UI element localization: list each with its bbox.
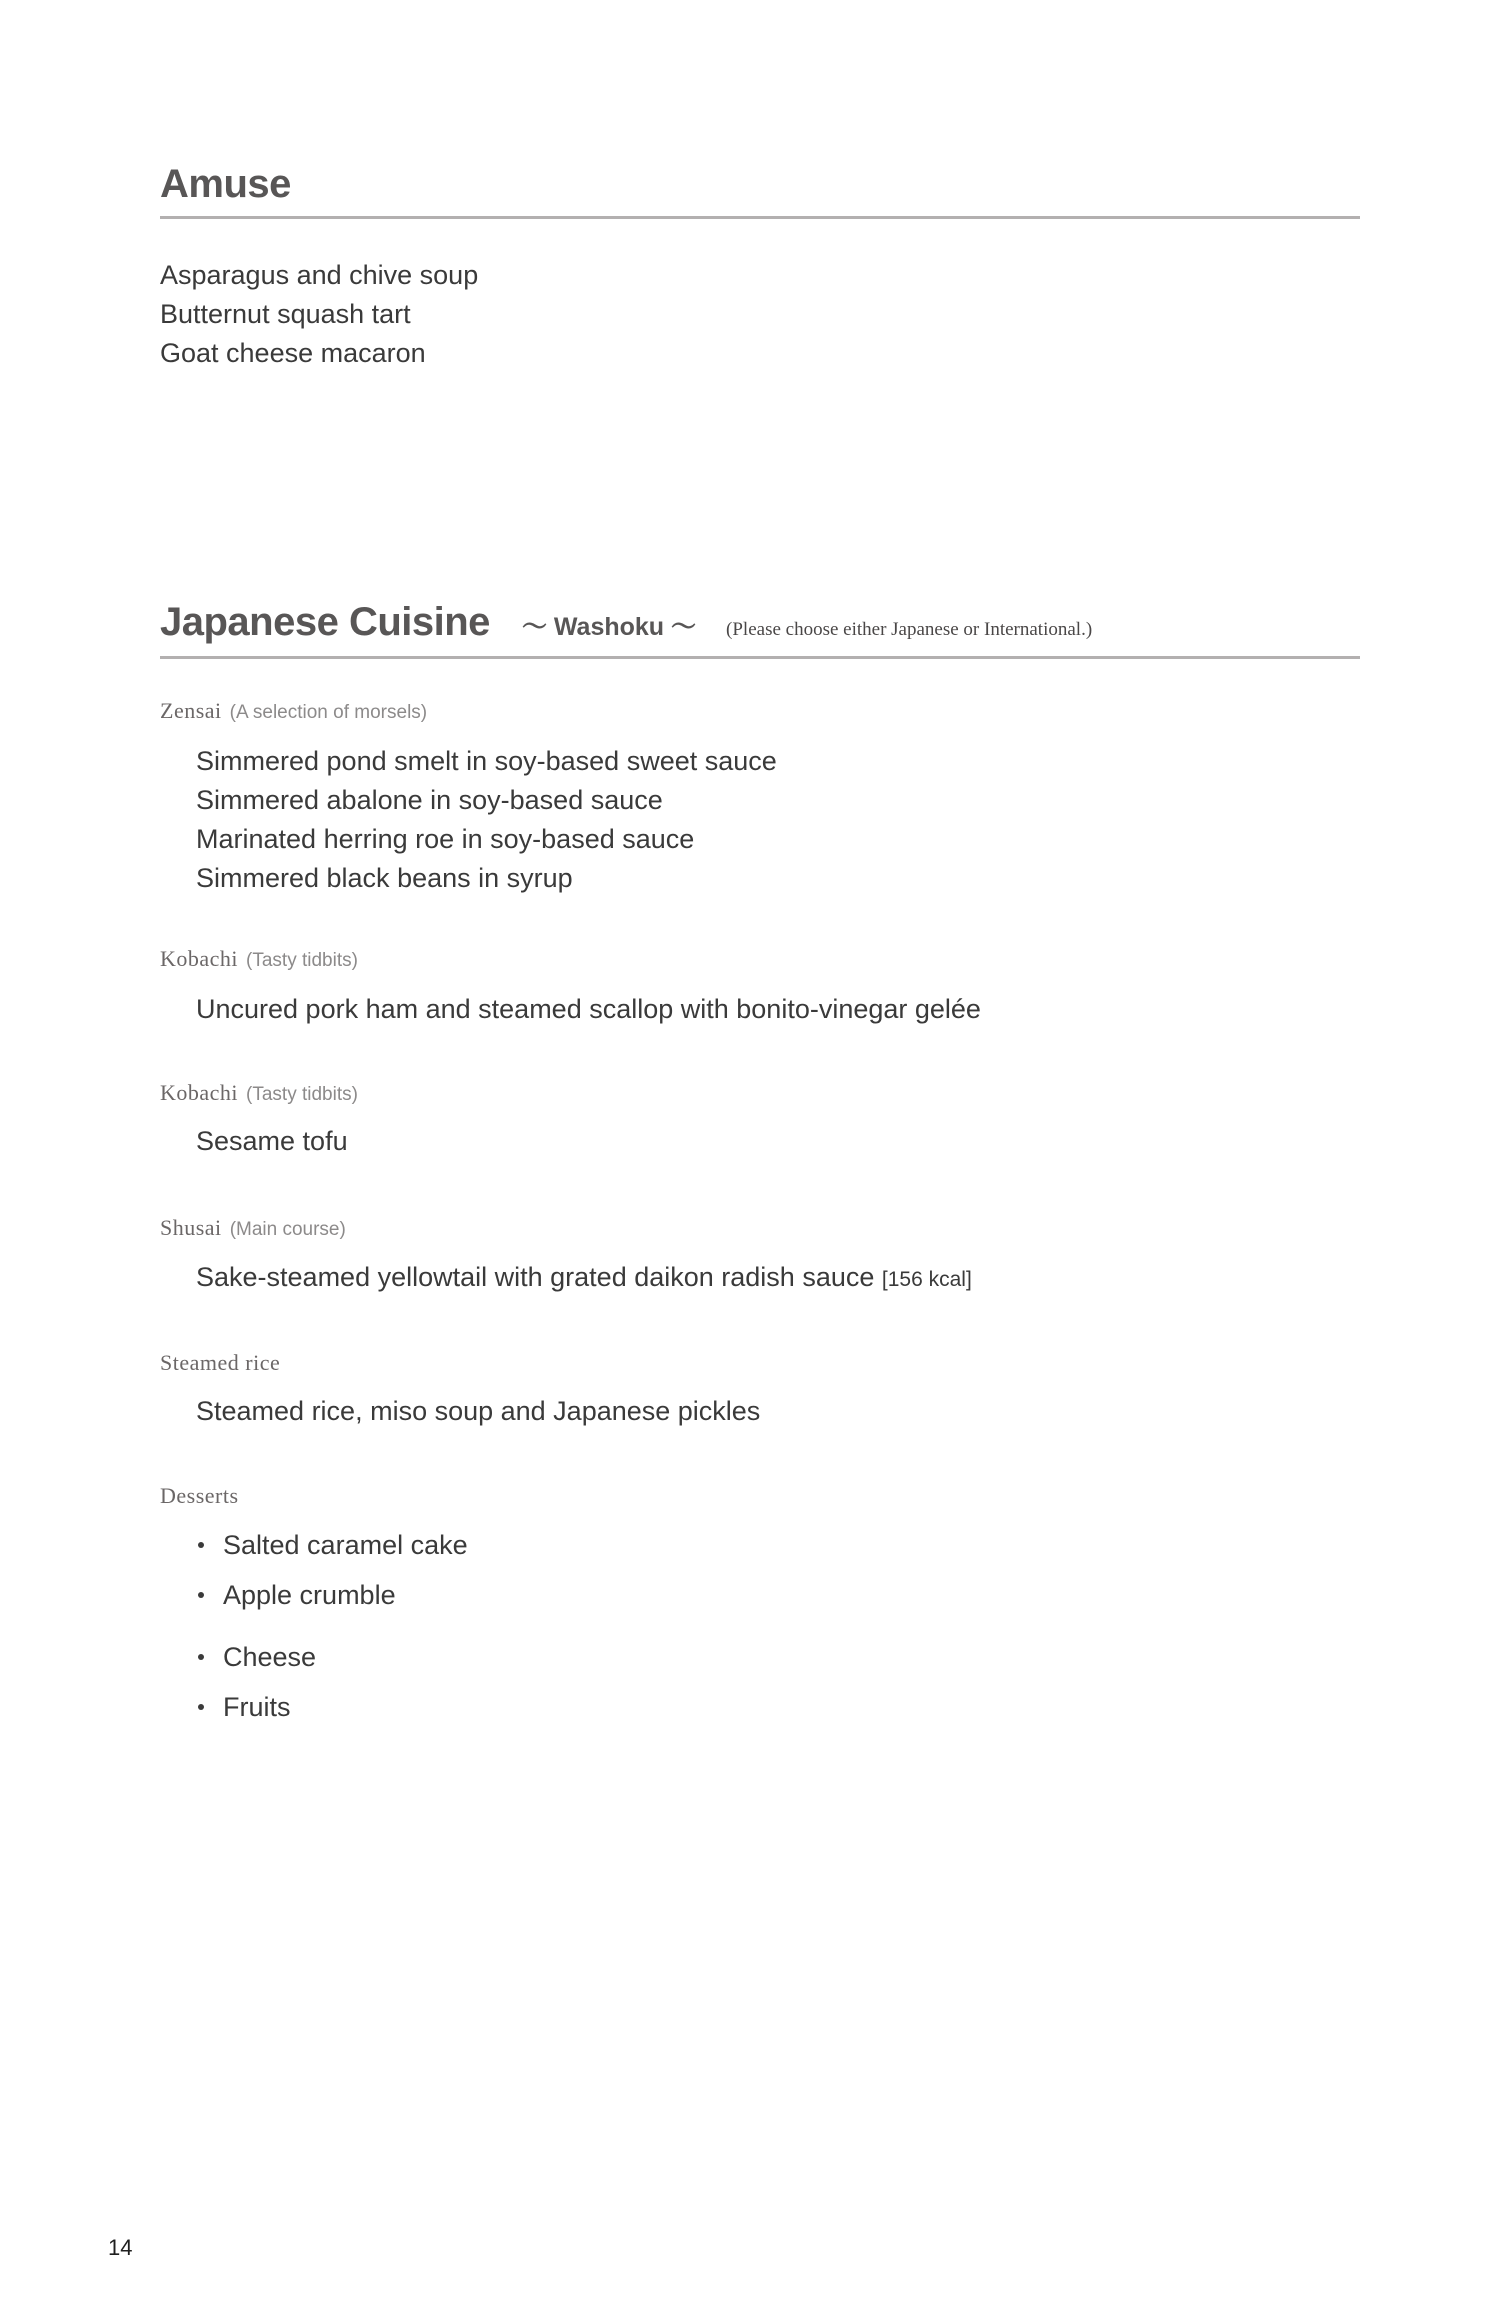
section-label-desserts — [160, 1483, 239, 1509]
section-translation: (Tasty tidbits) — [246, 1084, 358, 1105]
page-number: 14 — [108, 2235, 133, 2260]
bullet-icon — [198, 1542, 204, 1548]
dessert-list — [160, 1520, 1360, 1732]
amuse-items — [160, 256, 478, 373]
menu-item: Fruits — [223, 1691, 291, 1722]
menu-item: Salted caramel cake — [223, 1529, 468, 1560]
choose-note: (Please choose either Japanese or International.) — [726, 619, 1093, 640]
section-translation: (Tasty tidbits) — [246, 950, 358, 971]
menu-item: Uncured pork ham and steamed scallop with bonito-vinegar gelée — [196, 994, 981, 1024]
section-label-kobachi-2 — [160, 1080, 358, 1106]
section-label-kobachi-1 — [160, 946, 358, 972]
menu-item: Butternut squash tart — [160, 299, 411, 329]
section-label-shusai — [160, 1215, 346, 1241]
section-translation: (A selection of morsels) — [229, 702, 428, 723]
menu-item: Simmered abalone in soy-based sauce — [196, 785, 663, 815]
menu-item-text: Sake-steamed yellowtail with grated daikon radish sauce — [196, 1262, 875, 1292]
menu-item: Cheese — [223, 1641, 317, 1672]
menu-item: Marinated herring roe in soy-based sauce — [196, 824, 695, 854]
menu-item: Sesame tofu — [196, 1126, 348, 1156]
amuse-divider — [160, 216, 1360, 219]
section-translation: (Main course) — [229, 1219, 346, 1240]
dessert-item — [198, 1682, 1360, 1732]
section-name: Desserts — [160, 1483, 239, 1508]
japanese-cuisine-title: Japanese Cuisine — [160, 600, 490, 644]
section-name: Kobachi — [160, 1080, 239, 1105]
japanese-cuisine-header — [160, 600, 1092, 644]
menu-item: Apple crumble — [223, 1579, 396, 1610]
menu-item: Simmered black beans in syrup — [196, 863, 573, 893]
section-label-steamed-rice — [160, 1350, 280, 1376]
amuse-title: Amuse — [160, 162, 291, 206]
kcal-note: [156 kcal] — [881, 1268, 972, 1291]
japanese-cuisine-divider — [160, 656, 1360, 659]
menu-item: Simmered pond smelt in soy-based sweet sauce — [196, 746, 777, 776]
washoku-subtitle: ～ Washoku ～ — [521, 613, 697, 641]
zensai-items — [196, 742, 777, 898]
section-name: Kobachi — [160, 946, 239, 971]
menu-item: Steamed rice, miso soup and Japanese pickles — [196, 1396, 761, 1426]
section-name: Steamed rice — [160, 1350, 281, 1375]
bullet-icon — [198, 1654, 204, 1660]
bullet-icon — [198, 1592, 204, 1598]
menu-item: Goat cheese macaron — [160, 338, 426, 368]
section-name: Zensai — [160, 698, 222, 723]
dessert-item — [198, 1520, 1360, 1570]
bullet-icon — [198, 1704, 204, 1710]
section-name: Shusai — [160, 1215, 222, 1240]
dessert-item — [198, 1570, 1360, 1620]
menu-item — [196, 1258, 972, 1299]
section-label-zensai — [160, 698, 427, 724]
menu-item: Asparagus and chive soup — [160, 260, 479, 290]
dessert-item — [198, 1632, 1360, 1682]
